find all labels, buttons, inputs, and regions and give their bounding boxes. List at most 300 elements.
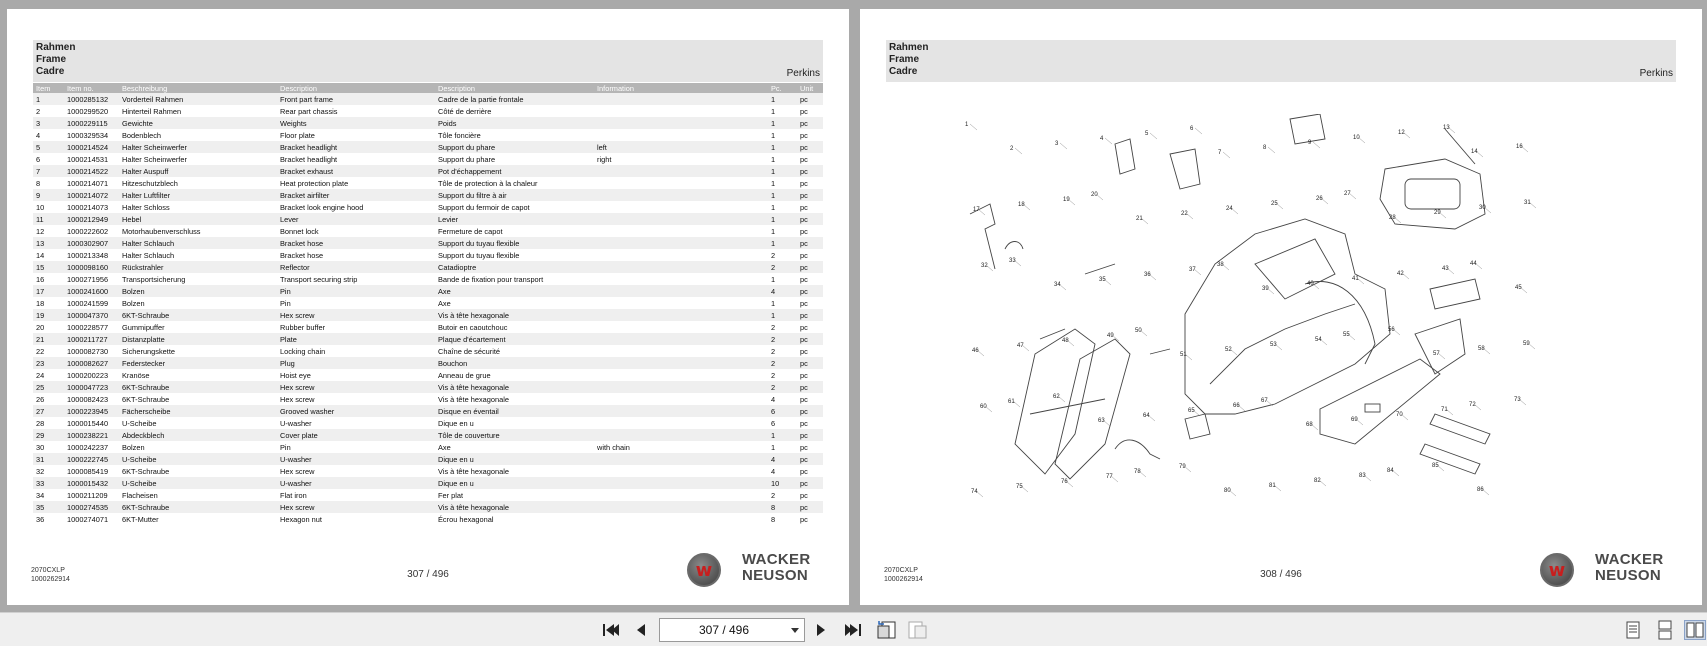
table-cell: Tôle foncière: [438, 130, 481, 140]
table-row: [33, 465, 823, 477]
table-cell: 6: [36, 154, 41, 164]
callout-label: 6: [1190, 126, 1194, 132]
table-cell: 1: [771, 154, 776, 164]
table-cell: pc: [800, 442, 808, 452]
callout-label: 47: [1017, 343, 1024, 349]
viewer-toolbar: [0, 612, 1707, 646]
callout-label: 40: [1307, 281, 1314, 287]
table-cell: Hitzeschutzblech: [122, 178, 178, 188]
table-cell: 1000214531: [67, 154, 109, 164]
flat-iron-part: [1420, 444, 1480, 474]
table-cell: 1000015440: [67, 418, 109, 428]
table-cell: U-Scheibe: [119, 453, 277, 465]
callout-label: 53: [1270, 342, 1277, 348]
table-row: [33, 405, 823, 417]
table-cell: pc: [800, 274, 808, 284]
table-cell: Reflector: [277, 261, 435, 273]
page-308: [860, 9, 1702, 605]
callout-label: 45: [1515, 285, 1522, 291]
table-cell: 33: [33, 477, 64, 489]
callout-label: 60: [980, 404, 987, 410]
single-page-view-button[interactable]: [1622, 620, 1644, 640]
table-cell: 1000238221: [64, 429, 119, 441]
table-cell: 3: [33, 117, 64, 129]
table-cell: Bolzen: [122, 442, 145, 452]
logo-text: WACKER NEUSON: [742, 551, 811, 584]
table-cell: 18: [36, 298, 45, 308]
table-cell: [594, 453, 768, 465]
callout-label: 13: [1443, 125, 1450, 131]
table-cell: Vorderteil Rahmen: [119, 93, 277, 105]
table-cell: pc: [800, 490, 808, 500]
callout-label: 33: [1009, 258, 1016, 264]
table-row: [33, 333, 823, 345]
table-cell: Hex screw: [280, 394, 315, 404]
table-cell: 6: [771, 418, 776, 428]
table-cell: 1000212949: [64, 213, 119, 225]
table-cell: Axe: [435, 285, 594, 297]
table-cell: Front part frame: [277, 93, 435, 105]
table-cell: 1: [768, 213, 797, 225]
column-header: Beschreibung: [119, 83, 277, 93]
table-cell: [594, 477, 768, 489]
table-cell: 10: [768, 477, 797, 489]
table-cell: 35: [33, 501, 64, 513]
table-cell: 2: [771, 250, 776, 260]
table-cell: Fermeture de capot: [438, 226, 503, 236]
callout-label: 34: [1054, 282, 1061, 288]
callout-label: 39: [1262, 286, 1269, 292]
table-row: [33, 153, 823, 165]
headlight-bracket-part: [1115, 139, 1135, 174]
table-cell: 1000214071: [67, 178, 109, 188]
column-header: Description: [277, 83, 435, 93]
table-cell: 1000082627: [64, 357, 119, 369]
table-cell: 6KT-Schraube: [122, 394, 170, 404]
table-cell: 11: [33, 213, 64, 225]
table-cell: Federstecker: [119, 357, 277, 369]
callout-label: 63: [1098, 418, 1105, 424]
table-cell: Support du filtre à air: [435, 189, 594, 201]
wacker-neuson-logo: [687, 551, 827, 591]
table-cell: 1000200223: [67, 370, 109, 380]
table-cell: pc: [800, 322, 808, 332]
table-cell: 2: [771, 370, 776, 380]
table-cell: pc: [800, 346, 808, 356]
table-cell: Hex screw: [280, 466, 315, 476]
table-cell: 1000271956: [67, 274, 109, 284]
callout-label: 27: [1344, 191, 1351, 197]
callout-label: 28: [1389, 215, 1396, 221]
table-cell: Axe: [438, 442, 451, 452]
callout-label: 1: [965, 122, 969, 128]
table-row: [33, 141, 823, 153]
model-name: 2070CXLP: [31, 567, 65, 574]
table-cell: pc: [797, 333, 823, 345]
table-cell: 4: [768, 285, 797, 297]
callout-label: 37: [1189, 267, 1196, 273]
table-cell: 1000274071: [67, 514, 109, 524]
table-cell: Gewichte: [119, 117, 277, 129]
callout-label: 12: [1398, 130, 1405, 136]
previous-page-button[interactable]: [630, 620, 652, 640]
table-row: [33, 429, 823, 441]
table-cell: 1000214073: [67, 202, 109, 212]
table-cell: pc: [797, 117, 823, 129]
callout-leader-line: [1268, 147, 1275, 153]
callout-label: 25: [1271, 201, 1278, 207]
table-cell: 2: [36, 106, 41, 116]
table-cell: 10: [36, 202, 45, 212]
page-307: [7, 9, 849, 605]
continuous-page-icon: [1654, 620, 1676, 640]
table-cell: Dique en u: [438, 418, 474, 428]
table-cell: Pin: [280, 298, 291, 308]
table-cell: [594, 465, 768, 477]
column-header: Item no.: [64, 83, 119, 93]
lever-handle: [1005, 242, 1023, 250]
title-de: Rahmen: [889, 42, 929, 53]
table-cell: 8: [768, 501, 797, 513]
table-cell: Bodenblech: [122, 130, 162, 140]
table-cell: Bracket headlight: [280, 154, 338, 164]
table-cell: Heat protection plate: [280, 178, 349, 188]
diagram-callouts: [965, 122, 1536, 497]
hose-bracket-part: [1115, 440, 1160, 459]
table-cell: Butoir en caoutchouc: [438, 322, 508, 332]
table-row: [33, 297, 823, 309]
callout-leader-line: [1223, 152, 1230, 158]
callout-label: 61: [1008, 399, 1015, 405]
page-number: 308 / 496: [1260, 569, 1302, 580]
callout-label: 43: [1442, 266, 1449, 272]
table-cell: Hex screw: [277, 381, 435, 393]
go-forward-button[interactable]: [906, 620, 928, 640]
floor-plate-part: [1320, 359, 1440, 444]
table-cell: 1000082423: [67, 394, 109, 404]
table-cell: [594, 489, 768, 501]
title-en: Frame: [889, 54, 920, 65]
table-row: [33, 357, 823, 369]
table-cell: 27: [33, 405, 64, 417]
table-cell: [594, 321, 768, 333]
table-cell: Écrou hexagonal: [438, 514, 494, 524]
callout-label: 14: [1471, 149, 1478, 155]
table-cell: Locking chain: [280, 346, 326, 356]
callout-label: 83: [1359, 473, 1366, 479]
two-page-view-button[interactable]: [1684, 620, 1706, 640]
rear-panel-part: [1415, 319, 1465, 374]
callout-label: 77: [1106, 474, 1113, 480]
table-cell: pc: [800, 226, 808, 236]
callout-label: 54: [1315, 337, 1322, 343]
table-cell: U-washer: [277, 477, 435, 489]
callout-label: 71: [1441, 407, 1448, 413]
table-cell: 21: [33, 333, 64, 345]
table-cell: Vis à tête hexagonale: [435, 309, 594, 321]
wacker-neuson-logo: [1540, 551, 1680, 591]
table-cell: 6KT-Schraube: [119, 381, 277, 393]
table-cell: Bande de fixation pour transport: [438, 274, 544, 284]
table-cell: Pin: [277, 285, 435, 297]
floor-plate-hole: [1365, 404, 1380, 412]
callout-leader-line: [1105, 138, 1112, 144]
callout-label: 18: [1018, 202, 1025, 208]
table-cell: Transport securing strip: [280, 274, 358, 284]
table-cell: Axe: [438, 298, 451, 308]
table-cell: [594, 273, 768, 285]
table-cell: 1000223945: [64, 405, 119, 417]
table-cell: pc: [800, 130, 808, 140]
table-cell: 1: [771, 106, 776, 116]
table-cell: Support du fermoir de capot: [438, 202, 530, 212]
table-cell: Support du phare: [435, 141, 594, 153]
table-cell: Bracket look engine hood: [280, 202, 364, 212]
table-row: [33, 345, 823, 357]
go-back-button[interactable]: [876, 620, 898, 640]
callout-label: 64: [1143, 413, 1150, 419]
table-cell: pc: [797, 477, 823, 489]
table-cell: 23: [33, 357, 64, 369]
table-cell: [594, 249, 768, 261]
table-cell: Rückstrahler: [119, 261, 277, 273]
page-input[interactable]: [664, 621, 784, 639]
table-row: [33, 261, 823, 273]
single-page-icon: [1622, 620, 1644, 640]
table-cell: pc: [797, 453, 823, 465]
table-cell: 1000214524: [64, 141, 119, 153]
engine-brand: Perkins: [786, 68, 820, 79]
table-row: [33, 225, 823, 237]
table-cell: Poids: [435, 117, 594, 129]
section-header: [33, 40, 823, 82]
callout-label: 8: [1263, 145, 1267, 151]
table-cell: 1000274535: [64, 501, 119, 513]
table-cell: 1: [771, 298, 776, 308]
table-cell: 28: [36, 418, 45, 428]
table-cell: 1: [768, 309, 797, 321]
table-cell: pc: [797, 189, 823, 201]
table-cell: 30: [36, 442, 45, 452]
first-page-button[interactable]: [600, 620, 622, 640]
table-cell: Vis à tête hexagonale: [438, 466, 509, 476]
table-cell: Plug: [277, 357, 435, 369]
table-cell: Weights: [277, 117, 435, 129]
title-de: Rahmen: [36, 42, 76, 53]
callout-label: 86: [1477, 487, 1484, 493]
chevron-down-icon[interactable]: [791, 628, 799, 633]
table-cell: pc: [800, 418, 808, 428]
table-cell: [594, 333, 768, 345]
table-cell: Support du tuyau flexible: [435, 237, 594, 249]
table-cell: 6KT-Mutter: [122, 514, 159, 524]
table-cell: Tôle de couverture: [435, 429, 594, 441]
table-cell: pc: [800, 250, 808, 260]
first-page-icon: [602, 622, 620, 638]
table-row: [33, 369, 823, 381]
table-cell: 6KT-Schraube: [119, 309, 277, 321]
table-cell: Dique en u: [435, 453, 594, 465]
table-cell: 1: [768, 165, 797, 177]
table-cell: 32: [36, 466, 45, 476]
table-cell: 19: [33, 309, 64, 321]
parts-table: [33, 83, 823, 525]
table-cell: 6KT-Schraube: [119, 501, 277, 513]
table-cell: Hoist eye: [280, 370, 311, 380]
table-cell: pc: [800, 298, 808, 308]
table-cell: 1: [771, 442, 776, 452]
callout-label: 75: [1016, 484, 1023, 490]
table-cell: 1000047370: [64, 309, 119, 321]
table-row: [33, 321, 823, 333]
table-cell: Halter Schloss: [122, 202, 170, 212]
table-cell: [594, 237, 768, 249]
callout-leader-line: [970, 124, 977, 130]
callout-label: 59: [1523, 341, 1530, 347]
table-cell: 4: [36, 130, 41, 140]
callout-label: 76: [1061, 479, 1068, 485]
table-cell: Grooved washer: [277, 405, 435, 417]
table-cell: 1: [768, 429, 797, 441]
flat-iron-part-2: [1430, 414, 1490, 444]
table-cell: 1000211727: [64, 333, 119, 345]
table-cell: 4: [771, 466, 776, 476]
table-cell: [594, 345, 768, 357]
table-cell: 22: [36, 346, 45, 356]
table-cell: 2: [771, 490, 776, 500]
continuous-view-button[interactable]: [1654, 620, 1676, 640]
callout-label: 62: [1053, 394, 1060, 400]
table-cell: pc: [797, 261, 823, 273]
table-cell: [594, 189, 768, 201]
table-cell: 2: [768, 261, 797, 273]
callout-label: 26: [1316, 196, 1323, 202]
table-row: [33, 117, 823, 129]
table-cell: Plaque d'écartement: [435, 333, 594, 345]
callout-label: 69: [1351, 417, 1358, 423]
loader-arm-right: [1055, 339, 1130, 479]
title-fr: Cadre: [889, 66, 918, 77]
loader-arm-left: [1015, 329, 1095, 474]
table-cell: Anneau de grue: [438, 370, 491, 380]
callout-label: 66: [1233, 403, 1240, 409]
table-cell: pc: [797, 381, 823, 393]
chassis-rib: [1210, 304, 1355, 384]
table-row: [33, 513, 823, 525]
callout-label: 30: [1479, 205, 1486, 211]
table-cell: 1000098160: [64, 261, 119, 273]
callout-label: 20: [1091, 192, 1098, 198]
callout-leader-line: [1313, 142, 1320, 148]
table-cell: 1: [768, 117, 797, 129]
table-cell: 1: [33, 93, 64, 105]
table-body: [33, 93, 823, 525]
callout-label: 42: [1397, 271, 1404, 277]
table-cell: Bracket headlight: [277, 141, 435, 153]
table-cell: Pot d'échappement: [435, 165, 594, 177]
lever-part: [970, 204, 995, 269]
callout-leader-line: [1150, 133, 1157, 139]
table-cell: 5: [33, 141, 64, 153]
table-cell: 1000047723: [64, 381, 119, 393]
callout-label: 57: [1433, 351, 1440, 357]
callout-label: 81: [1269, 483, 1276, 489]
column-header: Unit: [797, 83, 823, 93]
table-cell: [594, 177, 768, 189]
table-cell: 1: [768, 237, 797, 249]
table-row: [33, 453, 823, 465]
table-cell: 4: [771, 394, 776, 404]
table-cell: Bolzen: [122, 298, 145, 308]
table-cell: Halter Schlauch: [122, 250, 175, 260]
table-cell: Bonnet lock: [280, 226, 319, 236]
table-cell: 12: [36, 226, 45, 236]
table-cell: 1000015432: [64, 477, 119, 489]
table-cell: 1000285132: [64, 93, 119, 105]
table-row: [33, 381, 823, 393]
table-cell: Cadre de la partie frontale: [435, 93, 594, 105]
table-cell: Bolzen: [119, 285, 277, 297]
page-number: 307 / 496: [407, 569, 449, 580]
callout-label: 9: [1308, 140, 1312, 146]
table-row: [33, 477, 823, 489]
callout-label: 16: [1516, 144, 1523, 150]
table-cell: pc: [797, 237, 823, 249]
table-cell: 1000213348: [67, 250, 109, 260]
callout-label: 65: [1188, 408, 1195, 414]
next-page-button[interactable]: [810, 620, 832, 640]
table-cell: [594, 225, 768, 237]
callout-label: 79: [1179, 464, 1186, 470]
table-cell: 1: [771, 202, 776, 212]
page-selector[interactable]: [659, 618, 805, 642]
callout-label: 19: [1063, 197, 1070, 203]
table-cell: 8: [771, 514, 776, 524]
table-cell: Hexagon nut: [280, 514, 322, 524]
table-cell: [594, 357, 768, 369]
last-page-button[interactable]: [842, 620, 864, 640]
table-row: [33, 177, 823, 189]
callout-label: 38: [1217, 262, 1224, 268]
table-cell: 6: [768, 405, 797, 417]
table-cell: Motorhaubenverschluss: [122, 226, 201, 236]
table-cell: Fer plat: [438, 490, 464, 500]
logo-text: WACKER NEUSON: [1595, 551, 1664, 584]
callout-label: 58: [1478, 346, 1485, 352]
rear-chassis-part: [1185, 219, 1390, 414]
table-cell: pc: [800, 106, 808, 116]
table-cell: Support du phare: [438, 154, 496, 164]
table-cell: 1000228577: [67, 322, 109, 332]
table-row: [33, 249, 823, 261]
table-cell: Halter Scheinwerfer: [119, 141, 277, 153]
callout-label: 67: [1261, 398, 1268, 404]
callout-label: 2: [1010, 146, 1014, 152]
table-cell: pc: [797, 309, 823, 321]
table-cell: Hebel: [119, 213, 277, 225]
table-cell: 1000082730: [67, 346, 109, 356]
table-cell: pc: [800, 514, 808, 524]
table-cell: [594, 285, 768, 297]
table-cell: 1000302907: [64, 237, 119, 249]
table-cell: Pin: [280, 442, 291, 452]
table-cell: [594, 129, 768, 141]
title-fr: Cadre: [36, 66, 65, 77]
table-cell: 1000242237: [67, 442, 109, 452]
table-cell: Support du tuyau flexible: [438, 250, 520, 260]
callout-label: 80: [1224, 488, 1231, 494]
table-cell: pc: [800, 178, 808, 188]
